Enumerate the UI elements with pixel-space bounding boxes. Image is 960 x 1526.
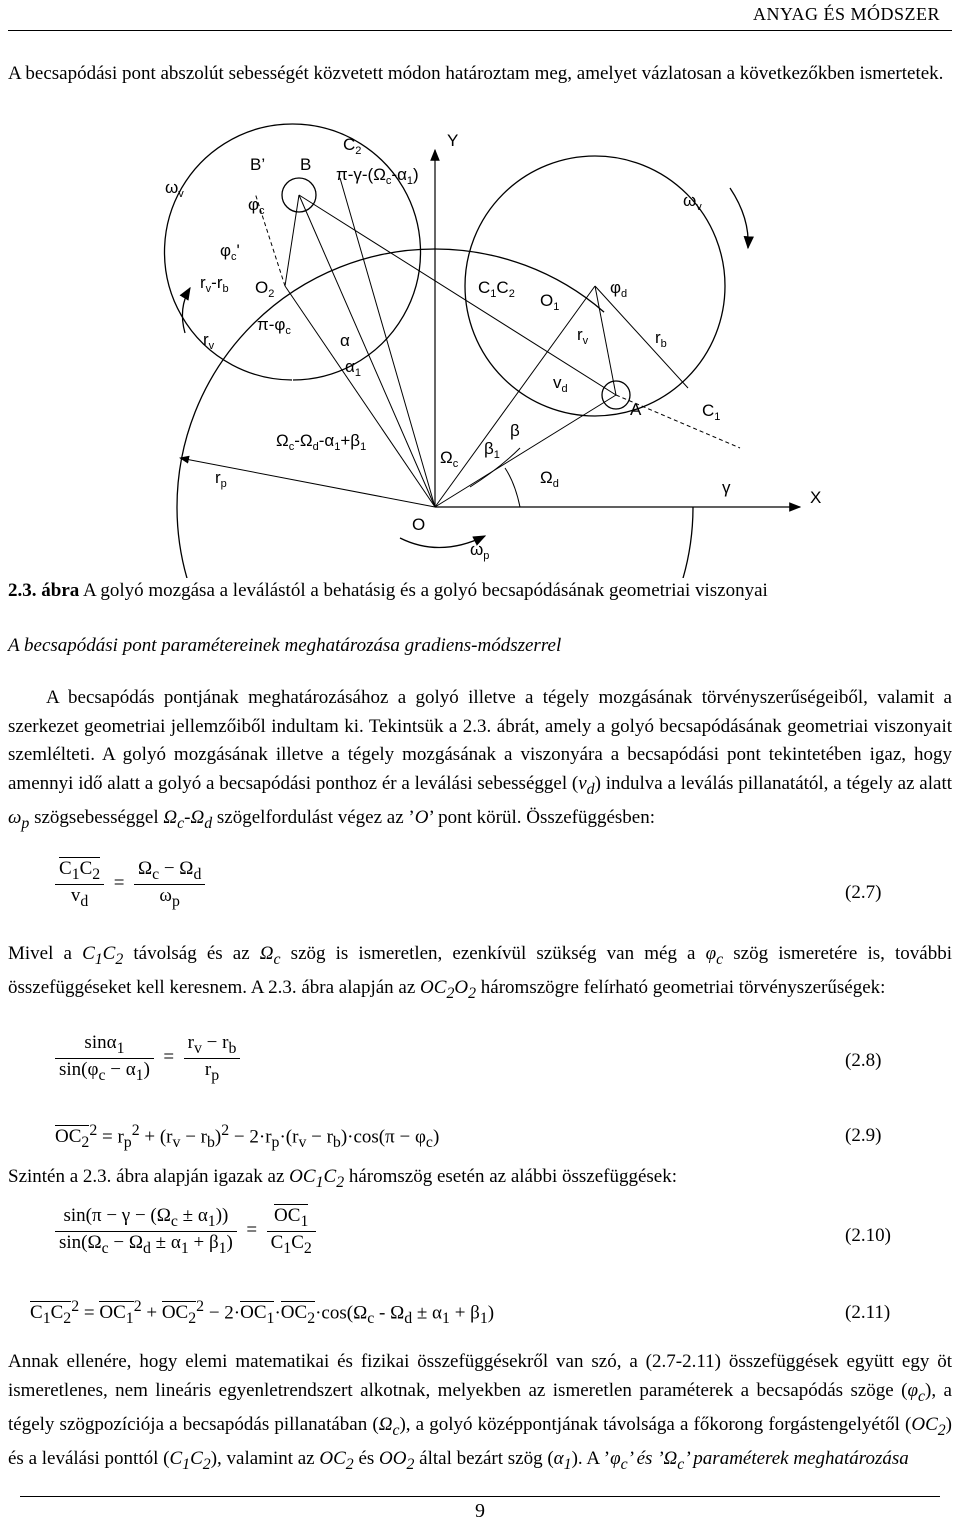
equation-2-9: $OC_2^2 = r_p^2 + (r_v - r_b)^2 - 2\cdot r_p\cdot(r_v - r_b)\cdot\cos(\pi - \varphi_c)$: [55, 1122, 440, 1152]
figure-caption: 2.3. ábra A golyó mozgása a leválástól a behatásig és a golyó becsapódásának geometriai viszonyai: [8, 580, 768, 601]
label-phi-c: $\varphi_c$: [248, 195, 265, 217]
label-Y: Y: [447, 131, 459, 150]
header-rule: [8, 30, 952, 31]
line-O-O1: [435, 286, 595, 507]
label-omega-expr: $\Omega_c-\Omega_d-\alpha_1+\beta_1$: [276, 431, 367, 453]
intro-paragraph: A becsapódási pont abszolút sebességét közvetett módon határoztam meg, amelyet vázlatosan a következőkben ismertetek.: [8, 63, 944, 84]
label-phi-c-prime: $\varphi_c'$: [220, 241, 240, 263]
equation-2-8: $\frac{\sin\alpha_1}{\sin(\varphi_c - \alpha_1)}$ = $\frac{r_v - r_b}{r_p}$: [55, 1032, 240, 1085]
label-B-prime: B’: [250, 155, 266, 174]
label-O2: $O_2$: [255, 278, 275, 300]
label-pi-gamma: $\pi-\gamma-(\Omega_c-\alpha_1)$: [336, 165, 419, 187]
paragraph-1: A becsapódás pontjának meghatározásához a golyó illetve a tégely mozgásának törvényszerűségeiből, valamit a szerkezet geometriai jellemzőiből indultam ki. Tekintsük a 2.3. ábrát, amely a golyó becsapódásának geometriai viszonyait szemlélteti. A golyó mozgásának illetve a tégely mozgásának a viszonyára a becsapódási pont tekintetében igaz, hogy amennyi idő alatt a golyó a becsapódási ponthoz ér a leválási sebességgel $(v_d)$ indulva a leválás pillanatától, a tégely az alatt $\omega_p$ szögsebességgel $\Omega_c-\Omega_d$ szögelfordulást végez az ’O’ pont körül. Összefüggésben:: [8, 687, 952, 832]
label-rp: $r_p$: [215, 468, 227, 490]
equation-number-2-8: (2.8): [845, 1050, 882, 1071]
line-O-B: [299, 195, 435, 507]
label-rv-rb: $r_v-r_b$: [200, 273, 229, 295]
label-beta1: $\beta_1$: [484, 439, 500, 461]
label-omega-v-right: $\omega_v$: [683, 191, 702, 213]
equation-number-2-7: (2.7): [845, 882, 882, 903]
label-Omega-d: $\Omega_d$: [540, 468, 559, 490]
label-rv-left: $r_v$: [203, 330, 215, 352]
equation-number-2-11: (2.11): [845, 1302, 891, 1323]
line-O2-B: [285, 195, 299, 286]
label-pi-phi-c: $\pi-\varphi_c$: [257, 315, 291, 337]
label-rv-right: $r_v$: [577, 325, 589, 347]
line-O1-C1: [595, 286, 688, 388]
label-gamma: γ: [722, 478, 731, 497]
paragraph-2: Mivel a $C_1C_2$ távolság és az $\Omega_c$ szög is ismeretlen, ezenkívül szükség van még a $\varphi_c$ szög ismeretére is, további összefüggéseket kell keresnem. A 2.3. ábra alapján az $OC_2O_2$ háromszögre felírható geometriai törvényszerűségek:: [8, 943, 953, 1003]
label-vd: $v_d$: [553, 373, 568, 395]
label-O1: $O_1$: [540, 291, 560, 313]
label-Omega-c: $\Omega_c$: [440, 448, 459, 470]
equation-number-2-9: (2.9): [845, 1125, 882, 1146]
label-X: X: [810, 488, 822, 507]
paragraph-3: Szintén a 2.3. ábra alapján igazak az $OC_1C_2$ háromszög esetén az alábbi összefüggések:: [8, 1166, 678, 1191]
paragraph-4: Annak ellenére, hogy elemi matematikai és fizikai összefüggésekről van szó, a (2.7-2.11) összefüggések együtt egy öt ismeretlenes, nem lineáris egyenletrendszert alkotnak, melyekben az ismeretlen paraméterek a becsapódás szöge $(\varphi_c)$, a tégely szögpozíciója a becsapódás pillanatában $(\Omega_c)$, a golyó középpontjának távolsága a főkorong forgástengelyétől $(OC_2)$ és a leválási ponttól $(C_1C_2)$, valamint az $OC_2$ és $OO_2$ által bezárt szög $(\alpha_1)$. A $’\varphi_c$’ és $’\Omega_c$’ paraméterek meghatározása: [8, 1351, 952, 1473]
label-A: A: [630, 400, 642, 419]
equation-2-10: $\frac{\sin(\pi - \gamma - (\Omega_c \pm \alpha_1))}{\sin(\Omega_c - \Omega_d \pm \alpha_1 + \beta_1)}$ = $\frac{OC_1}{C_1C_2}$: [55, 1205, 316, 1258]
equation-number-2-10: (2.10): [845, 1225, 891, 1246]
footer-rule: [20, 1496, 940, 1497]
line-O1-A: [595, 286, 616, 395]
geometry-figure: [0, 118, 960, 578]
label-C1C2: $C_1C_2$: [478, 278, 515, 300]
label-C2-top: $C_2$: [343, 135, 362, 157]
label-B: B: [300, 155, 312, 174]
label-alpha: α: [340, 331, 350, 350]
label-omega-v-left: $\omega_v$: [165, 178, 184, 200]
label-O: O: [412, 515, 426, 534]
angle-omega-d-arc: [505, 468, 520, 507]
omega-v-right-arrow: [730, 188, 748, 248]
label-beta: β: [510, 421, 520, 440]
label-omega-p: $\omega_p$: [470, 540, 490, 562]
line-O-A: [435, 395, 616, 507]
label-phi-d: $\varphi_d$: [610, 278, 628, 300]
section-subheading: A becsapódási pont paramétereinek meghatározása gradiens-módszerrel: [8, 635, 562, 656]
equation-2-11: $C_1C_2^2 = OC_1^2 + OC_2^2 - 2\cdot OC_1\cdot OC_2\cdot\cos(\Omega_c - \Omega_d \pm \alpha_1 + \beta_1)$: [30, 1298, 495, 1328]
equation-2-7: $\frac{C_1C_2}{v_d}$ = $\frac{\Omega_c - \Omega_d}{\omega_p}$: [55, 858, 205, 911]
line-O-O2: [285, 286, 435, 507]
label-alpha1: $\alpha_1$: [345, 357, 361, 379]
label-C1-right: $C_1$: [702, 401, 721, 423]
line-O-C2: [340, 178, 435, 507]
page-number: 9: [475, 1500, 485, 1522]
label-rb: $r_b$: [655, 328, 667, 350]
running-header: ANYAG ÉS MÓDSZER: [752, 4, 940, 24]
